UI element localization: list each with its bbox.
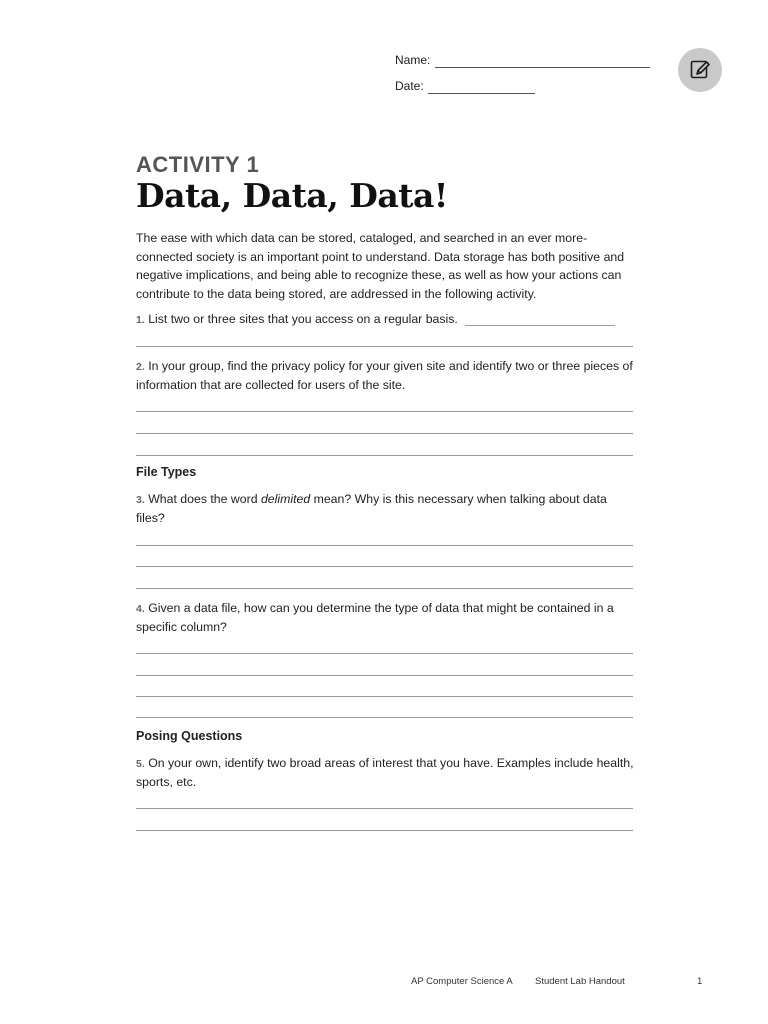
answer-line-inline[interactable] xyxy=(465,325,615,326)
answer-line[interactable] xyxy=(136,545,633,546)
answer-line[interactable] xyxy=(136,566,633,567)
answer-line[interactable] xyxy=(136,411,633,412)
date-label: Date: xyxy=(395,79,424,93)
page-title: Data, Data, Data! xyxy=(136,176,448,215)
question-text-before: What does the word xyxy=(148,492,261,506)
question-1 xyxy=(136,310,636,329)
footer-course: AP Computer Science A xyxy=(411,976,513,987)
answer-line[interactable] xyxy=(136,433,633,434)
question-number: 1. xyxy=(136,314,145,326)
answer-line[interactable] xyxy=(136,588,633,589)
question-text: Given a data file, how can you determine the type of data that might be contained in a specific column? xyxy=(136,601,614,634)
answer-line[interactable] xyxy=(136,346,633,347)
question-text: On your own, identify two broad areas of interest that you have. Examples include health, sports, etc. xyxy=(136,756,634,789)
answer-line[interactable] xyxy=(136,696,633,697)
answer-line[interactable] xyxy=(136,808,633,809)
date-field[interactable] xyxy=(428,93,535,94)
question-2 xyxy=(136,357,636,394)
question-number: 5. xyxy=(136,758,145,770)
question-number: 4. xyxy=(136,603,145,615)
section-heading-posing-questions: Posing Questions xyxy=(136,729,243,743)
question-text: In your group, find the privacy policy for your given site and identify two or three pieces of information that are collected for users of the site. xyxy=(136,359,633,392)
question-4 xyxy=(136,599,636,636)
activity-label: ACTIVITY 1 xyxy=(136,152,260,177)
question-number: 3. xyxy=(136,494,145,506)
footer-doc-type: Student Lab Handout xyxy=(535,976,625,987)
answer-line[interactable] xyxy=(136,455,633,456)
answer-line[interactable] xyxy=(136,653,633,654)
answer-line[interactable] xyxy=(136,675,633,676)
page-number: 1 xyxy=(697,976,703,987)
question-text: List two or three sites that you access on a regular basis. xyxy=(148,312,458,326)
question-5 xyxy=(136,754,636,791)
question-3 xyxy=(136,490,636,527)
section-heading-file-types: File Types xyxy=(136,465,197,479)
question-number: 2. xyxy=(136,361,145,373)
answer-line[interactable] xyxy=(136,717,633,718)
question-text-emphasis: delimited xyxy=(260,492,311,506)
edit-badge xyxy=(678,48,722,92)
answer-line[interactable] xyxy=(136,830,633,831)
name-field[interactable] xyxy=(435,67,650,68)
question-text-after: mean? Why is this necessary when talking about data files? xyxy=(136,492,607,525)
edit-pencil-icon xyxy=(688,58,712,82)
intro-paragraph: The ease with which data can be stored, cataloged, and searched in an ever more-connected society is an important point to understand. Data storage has both positive and negative implications, and being able to recognize these, as well as how your actions can contribute to the data being stored, are addressed in the following activity. xyxy=(136,231,625,301)
name-label: Name: xyxy=(395,53,431,67)
